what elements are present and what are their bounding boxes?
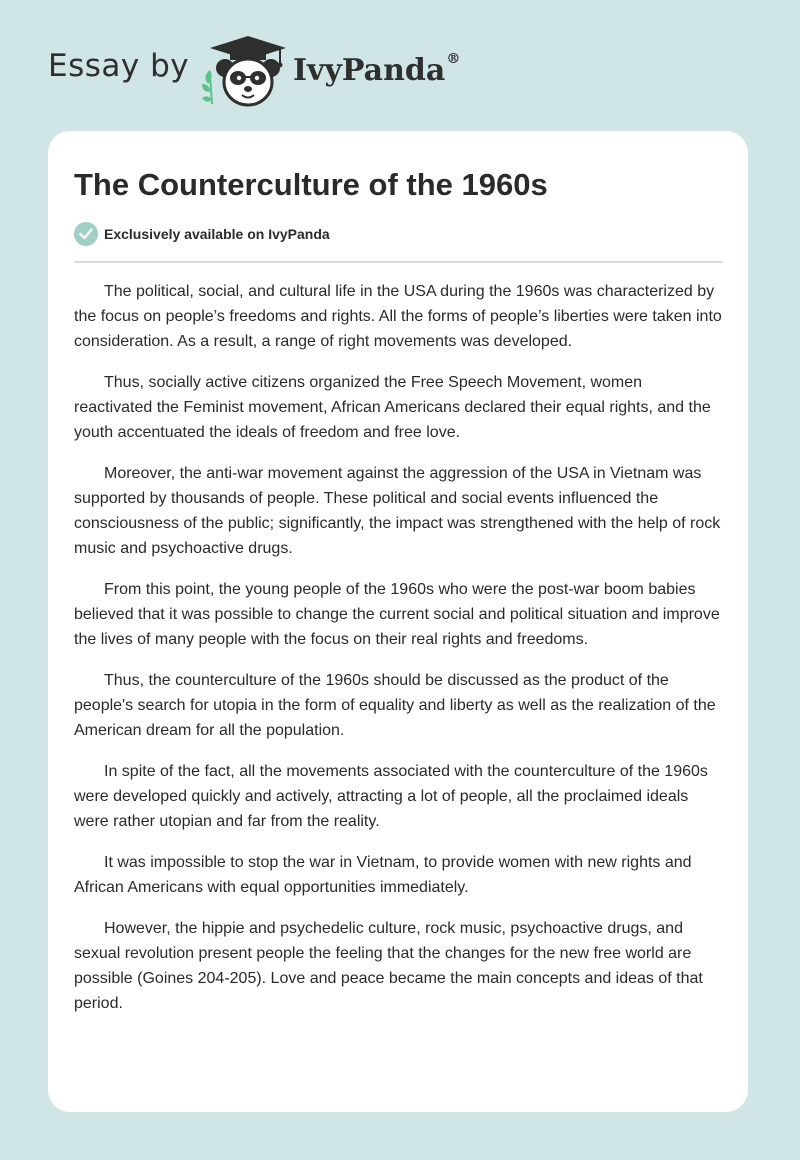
registered-mark: ® bbox=[446, 51, 461, 67]
title-divider bbox=[74, 261, 723, 263]
paragraph: It was impossible to stop the war in Vietnam, to provide women with new rights and African Americans with equal opportunities immediately. bbox=[74, 854, 692, 896]
brand-name[interactable] bbox=[293, 53, 460, 88]
panda-logo-icon[interactable] bbox=[200, 34, 290, 110]
paragraph: The political, social, and cultural life in the USA during the 1960s was characterized by the focus on people’s freedoms and rights. All the forms of people’s liberties were taken into consideration. As a result, a range of right movements was developed. bbox=[74, 283, 722, 350]
essay-body bbox=[74, 279, 723, 1032]
paragraph: From this point, the young people of the 1960s who were the post-war boom babies believed that it was possible to change the current social and political situation and improve the lives of many people with the focus on their real rights and freedoms. bbox=[74, 581, 720, 648]
paragraph: In spite of the fact, all the movements associated with the counterculture of the 1960s were developed quickly and actively, attracting a lot of people, all the proclaimed ideals were rather utopian and far from the reality. bbox=[74, 763, 708, 830]
exclusive-badge-text: Exclusively available on IvyPanda bbox=[104, 226, 330, 242]
page-title: The Counterculture of the 1960s bbox=[74, 167, 548, 202]
paragraph: However, the hippie and psychedelic culture, rock music, psychoactive drugs, and sexual revolution present people the feeling that the changes for the new free world are possible (Goines 204-205). Love and peace became the main concepts and ideas of that period. bbox=[74, 920, 703, 1012]
essay-by-label: Essay by bbox=[48, 48, 190, 84]
brand-text: IvyPanda bbox=[293, 53, 446, 88]
site-header bbox=[48, 34, 528, 110]
essay-card bbox=[48, 131, 748, 1112]
check-icon bbox=[74, 222, 98, 246]
exclusive-badge bbox=[74, 221, 330, 247]
paragraph: Moreover, the anti-war movement against the aggression of the USA in Vietnam was supported by thousands of people. These political and social events influenced the consciousness of the public; significantly, the impact was strengthened with the help of rock music and psychoactive drugs. bbox=[74, 465, 721, 557]
paragraph: Thus, socially active citizens organized the Free Speech Movement, women reactivated the Feminist movement, African Americans declared their equal rights, and the youth accentuated the ideals of freedom and free love. bbox=[74, 374, 711, 441]
paragraph: Thus, the counterculture of the 1960s should be discussed as the product of the people's search for utopia in the form of equality and liberty as well as the realization of the American dream for all the population. bbox=[74, 672, 716, 739]
